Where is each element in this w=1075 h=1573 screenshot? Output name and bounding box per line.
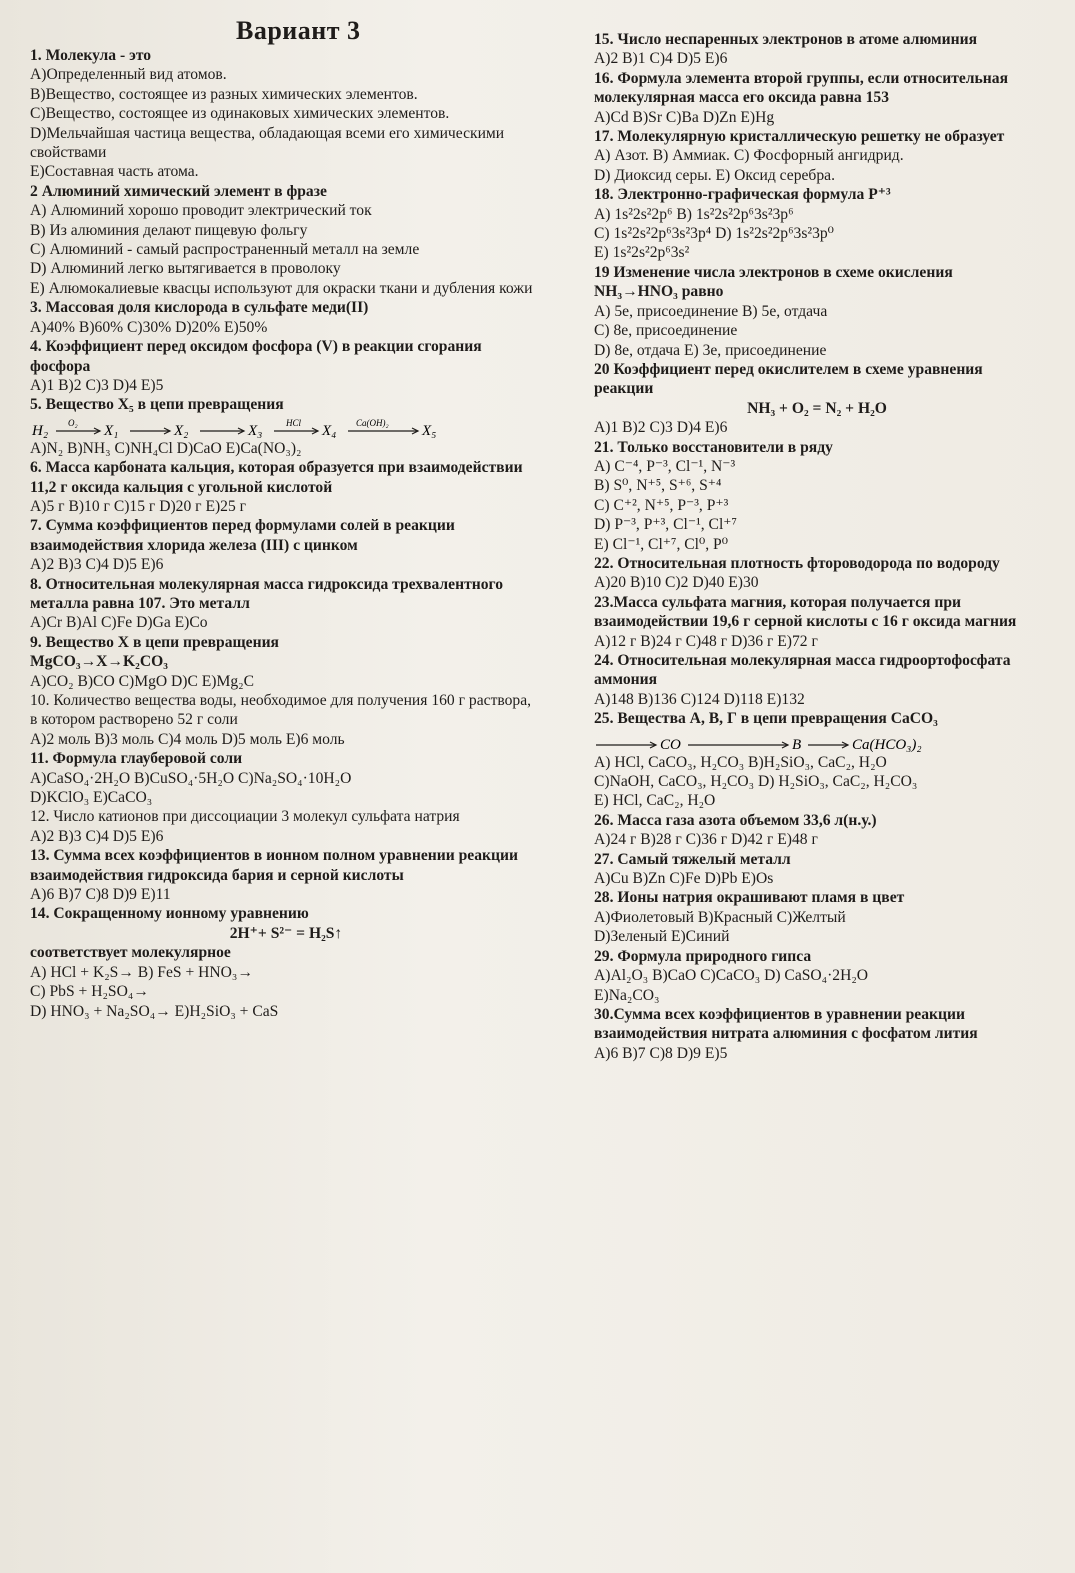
- question-block: [30, 516, 542, 574]
- question-heading: 2 Алюминий химический элемент в фразе: [30, 182, 327, 200]
- question-block: [594, 185, 1040, 263]
- answer-line: C) Алюминий - самый распространенный металл на земле: [30, 241, 420, 259]
- question-block: [30, 337, 542, 395]
- answer-line: A)2 B)1 C)4 D)5 E)6: [594, 50, 728, 68]
- answer-line: B) Из алюминия делают пищевую фольгу: [30, 221, 308, 239]
- answer-line: B) S⁰, N⁺⁵, S⁺⁶, S⁺⁴: [594, 477, 722, 495]
- question-block: [30, 298, 542, 337]
- question-heading: 27. Самый тяжелый металл: [594, 850, 791, 868]
- answer-line: C)Вещество, состоящее из одинаковых химических элементов.: [30, 105, 450, 123]
- answer-line: A) Алюминий хорошо проводит электрический ток: [30, 202, 372, 220]
- answer-line: E)Составная часть атома.: [30, 163, 199, 181]
- question-block: [30, 439, 542, 458]
- question-heading: 29. Формула природного гипса: [594, 947, 812, 965]
- chain-species: B: [792, 736, 802, 753]
- question-heading: 8. Относительная молекулярная масса гидроксида трехвалентного металла равна 107. Это металл: [30, 575, 504, 612]
- answer-line: C) PbS + H₂SO₄→: [30, 983, 149, 1001]
- question-block: [30, 575, 542, 633]
- answer-line: A)CaSO₄·2H₂O B)CuSO₄·5H₂O C)Na₂SO₄·10H₂O: [30, 769, 352, 787]
- question-heading: 18. Электронно-графическая формула P⁺³: [594, 186, 891, 204]
- answer-line: D) Диоксид серы. E) Оксид серебра.: [594, 166, 835, 184]
- question-heading: 22. Относительная плотность фтороводорода по водороду: [594, 554, 1000, 572]
- chain-species: X₄: [322, 422, 337, 439]
- answer-line: A) HCl, CaCO₃, H₂CO₃ B)H₂SiO₃, CaC₂, H₂O: [594, 753, 887, 771]
- question-block: [30, 691, 542, 749]
- chain-species: Ca(HCO₃)₂: [852, 736, 922, 753]
- answer-line: C) 8e, присоединение: [594, 322, 738, 340]
- chain-reagent: Ca(OH)₂: [356, 417, 389, 428]
- question-heading: NH₃ + O₂ = N₂ + H₂O: [747, 399, 887, 417]
- question-block: [594, 127, 1040, 185]
- question-block: [594, 263, 1040, 360]
- chain-species: X₃: [248, 422, 263, 439]
- chain-reagent: O₂: [68, 417, 78, 428]
- question-block: [594, 651, 1040, 709]
- question-heading: 25. Вещества A, B, Г в цепи превращения CaCO₃: [594, 710, 938, 728]
- question-block: [594, 360, 1040, 399]
- answer-line: A)5 г B)10 г C)15 г D)20 г E)25 г: [30, 497, 247, 515]
- answer-line: A)N₂ B)NH₃ C)NH₄Cl D)CaO E)Ca(NO₃)₂: [30, 439, 302, 457]
- answer-line: A)6 B)7 C)8 D)9 E)5: [594, 1044, 728, 1062]
- question-heading: 9. Вещество X в цепи превращения: [30, 633, 279, 651]
- answer-line: D)Мельчайшая частица вещества, обладающая всеми его химическими свойствами: [30, 124, 505, 162]
- question-heading: 3. Массовая доля кислорода в сульфате меди(II): [30, 299, 369, 317]
- answer-line: B)Вещество, состоящее из разных химических элементов.: [30, 85, 418, 103]
- question-block: [594, 811, 1040, 850]
- answer-line: E) Алюмокалиевые квасцы используют для окраски ткани и дубления кожи: [30, 279, 533, 297]
- answer-line: D)Зеленый E)Синий: [594, 928, 730, 946]
- question-block: [30, 904, 542, 923]
- right-column: [594, 30, 1040, 1063]
- chain-species: CO: [660, 736, 681, 753]
- answer-line: A)1 B)2 C)3 D)4 E)5: [30, 376, 164, 394]
- question-heading: 24. Относительная молекулярная масса гидроортофосфата аммония: [594, 652, 1011, 689]
- answer-line: C) C⁺², N⁺⁵, P⁻³, P⁺³: [594, 496, 729, 514]
- question-heading: 7. Сумма коэффициентов перед формулами солей в реакции взаимодействия хлорида железа (III) с цинком: [30, 517, 455, 554]
- answer-line: A) 5e, присоединение B) 5e, отдача: [594, 302, 828, 320]
- answer-line: D)KClO₃ E)CaCO₃: [30, 789, 153, 807]
- question-block: [594, 850, 1040, 889]
- chain-species: X₅: [422, 422, 437, 439]
- question-heading: 16. Формула элемента второй группы, если относительная молекулярная масса его оксида равна 153: [594, 69, 1009, 107]
- answer-line: 12. Число катионов при диссоциации 3 молекул сульфата натрия: [30, 808, 460, 826]
- question-block: [30, 749, 542, 807]
- answer-line: A)Cd B)Sr C)Ba D)Zn E)Hg: [594, 108, 775, 126]
- chain-species: X₂: [174, 422, 189, 439]
- answer-line: A)1 B)2 C)3 D)4 E)6: [594, 419, 728, 437]
- question-block: [30, 633, 542, 652]
- answer-line: D) Алюминий легко вытягивается в проволоку: [30, 260, 341, 278]
- question-block: [30, 846, 542, 904]
- question-heading: 1. Молекула - это: [30, 47, 152, 64]
- answer-line: 10. Количество вещества воды, необходимое для получения 160 г раствора, в котором растворено 52 г соли: [30, 692, 532, 729]
- question-heading: соответствует молекулярное: [30, 944, 231, 962]
- answer-line: D) P⁻³, P⁺³, Cl⁻¹, Cl⁺⁷: [594, 516, 737, 534]
- question-heading: 13. Сумма всех коэффициентов в ионном полном уравнении реакции взаимодействия гидроксида бария и серной кислоты: [30, 847, 518, 884]
- question-heading: 14. Сокращенному ионному уравнению: [30, 905, 309, 923]
- question-block: [594, 69, 1040, 127]
- question-heading: 30.Сумма всех коэффициентов в уравнении реакции взаимодействия нитрата алюминия с фосфатом лития: [594, 1005, 978, 1043]
- question-heading: 26. Масса газа азота объемом 33,6 л(н.у.): [594, 811, 877, 829]
- answer-line: A)12 г B)24 г C)48 г D)36 г E)72 г: [594, 632, 818, 650]
- answer-line: A) 1s²2s²2p⁶ B) 1s²2s²2p⁶3s²3p⁶: [594, 205, 794, 223]
- answer-line: A)2 B)3 C)4 D)5 E)6: [30, 827, 164, 845]
- question-block: [594, 399, 1040, 438]
- answer-line: A)40% B)60% C)30% D)20% E)50%: [30, 318, 268, 336]
- answer-line: E) Cl⁻¹, Cl⁺⁷, Cl⁰, P⁰: [594, 535, 728, 553]
- answer-line: A)Определенный вид атомов.: [30, 66, 227, 84]
- question-block: [594, 888, 1040, 946]
- question-heading: 21. Только восстановители в ряду: [594, 438, 833, 456]
- chain-species: H₂: [32, 422, 49, 439]
- reaction-chain: [594, 729, 1040, 753]
- question-block: [594, 554, 1040, 593]
- question-heading: 28. Ионы натрия окрашивают пламя в цвет: [594, 889, 905, 907]
- question-block: [594, 593, 1040, 651]
- answer-line: C)NaOH, CaCO₃, H₂CO₃ D) H₂SiO₃, CaC₂, H₂CO₃: [594, 773, 918, 791]
- question-block: [30, 182, 542, 298]
- question-heading: 11. Формула глауберовой соли: [30, 750, 243, 768]
- question-block: [594, 947, 1040, 1005]
- chain-reagent: HCl: [286, 417, 302, 428]
- question-block: [594, 30, 1040, 69]
- answer-line: E)Na₂CO₃: [594, 986, 660, 1004]
- question-block: [30, 458, 542, 516]
- answer-line: A)2 моль B)3 моль C)4 моль D)5 моль E)6 моль: [30, 730, 345, 748]
- chain-species: X₁: [104, 422, 119, 439]
- answer-line: A)Al₂O₃ B)CaO C)CaCO₃ D) CaSO₄·2H₂O: [594, 967, 869, 985]
- answer-line: C) 1s²2s²2p⁶3s²3p⁴ D) 1s²2s²2p⁶3s²3p⁰: [594, 225, 834, 243]
- question-heading: 5. Вещество X₅ в цепи превращения: [30, 396, 284, 414]
- question-block: [30, 924, 542, 943]
- answer-line: A)CO₂ B)CO C)MgO D)C E)Mg₂C: [30, 672, 254, 690]
- answer-line: A) C⁻⁴, P⁻³, Cl⁻¹, N⁻³: [594, 457, 736, 475]
- question-heading: 23.Масса сульфата магния, которая получается при взаимодействии 19,6 г серной кислоты с 16 г оксида магния: [594, 593, 1017, 631]
- question-block: [594, 709, 1040, 728]
- question-heading: 2H⁺+ S²⁻ = H₂S↑: [229, 924, 343, 942]
- question-heading: 6. Масса карбоната кальция, которая образуется при взаимодействии 11,2 г оксида кальция с угольной кислотой: [30, 459, 523, 496]
- answer-line: D) HNO₃ + Na₂SO₄→ E)H₂SiO₃ + CaS: [30, 1002, 279, 1020]
- question-block: [30, 395, 542, 414]
- answer-line: A) Азот. B) Аммиак. C) Фосфорный ангидрид.: [594, 147, 904, 165]
- question-block: [30, 943, 542, 1021]
- question-heading: 19 Изменение числа электронов в схеме окисления NH₃→HNO₃ равно: [594, 263, 953, 301]
- answer-line: A)Cu B)Zn C)Fe D)Pb E)Os: [594, 870, 774, 888]
- answer-line: E) 1s²2s²2p⁶3s²: [594, 244, 690, 262]
- reaction-chain: [30, 415, 542, 439]
- question-heading: MgCO₃→X→K₂CO₃: [30, 653, 168, 671]
- answer-line: A)2 B)3 C)4 D)5 E)6: [30, 556, 164, 574]
- answer-line: A)20 B)10 C)2 D)40 E)30: [594, 574, 759, 592]
- question-heading: 20 Коэффициент перед окислителем в схеме уравнения реакции: [594, 360, 983, 398]
- question-block: [594, 753, 1040, 811]
- question-block: [30, 46, 542, 182]
- question-heading: 15. Число неспаренных электронов в атоме алюминия: [594, 31, 978, 48]
- answer-line: D) 8e, отдача E) 3e, присоединение: [594, 341, 827, 359]
- question-heading: 4. Коэффициент перед оксидом фосфора (V) в реакции сгорания фосфора: [30, 338, 482, 375]
- question-block: [594, 438, 1040, 554]
- question-block: [30, 652, 542, 691]
- answer-line: A)Cr B)Al C)Fe D)Ga E)Co: [30, 614, 208, 632]
- page-title: Вариант 3: [236, 16, 361, 45]
- question-heading: 17. Молекулярную кристаллическую решетку не образует: [594, 128, 1005, 146]
- left-column: [30, 46, 542, 1021]
- answer-line: E) HCl, CaC₂, H₂O: [594, 792, 716, 810]
- answer-line: A)6 B)7 C)8 D)9 E)11: [30, 886, 171, 904]
- question-block: [30, 807, 542, 846]
- answer-line: A)148 B)136 C)124 D)118 E)132: [594, 690, 805, 708]
- answer-line: A) HCl + K₂S→ B) FeS + HNO₃→: [30, 963, 253, 981]
- question-block: [594, 1005, 1040, 1063]
- answer-line: A)Фиолетовый B)Красный C)Желтый: [594, 908, 846, 926]
- answer-line: A)24 г B)28 г C)36 г D)42 г E)48 г: [594, 831, 818, 849]
